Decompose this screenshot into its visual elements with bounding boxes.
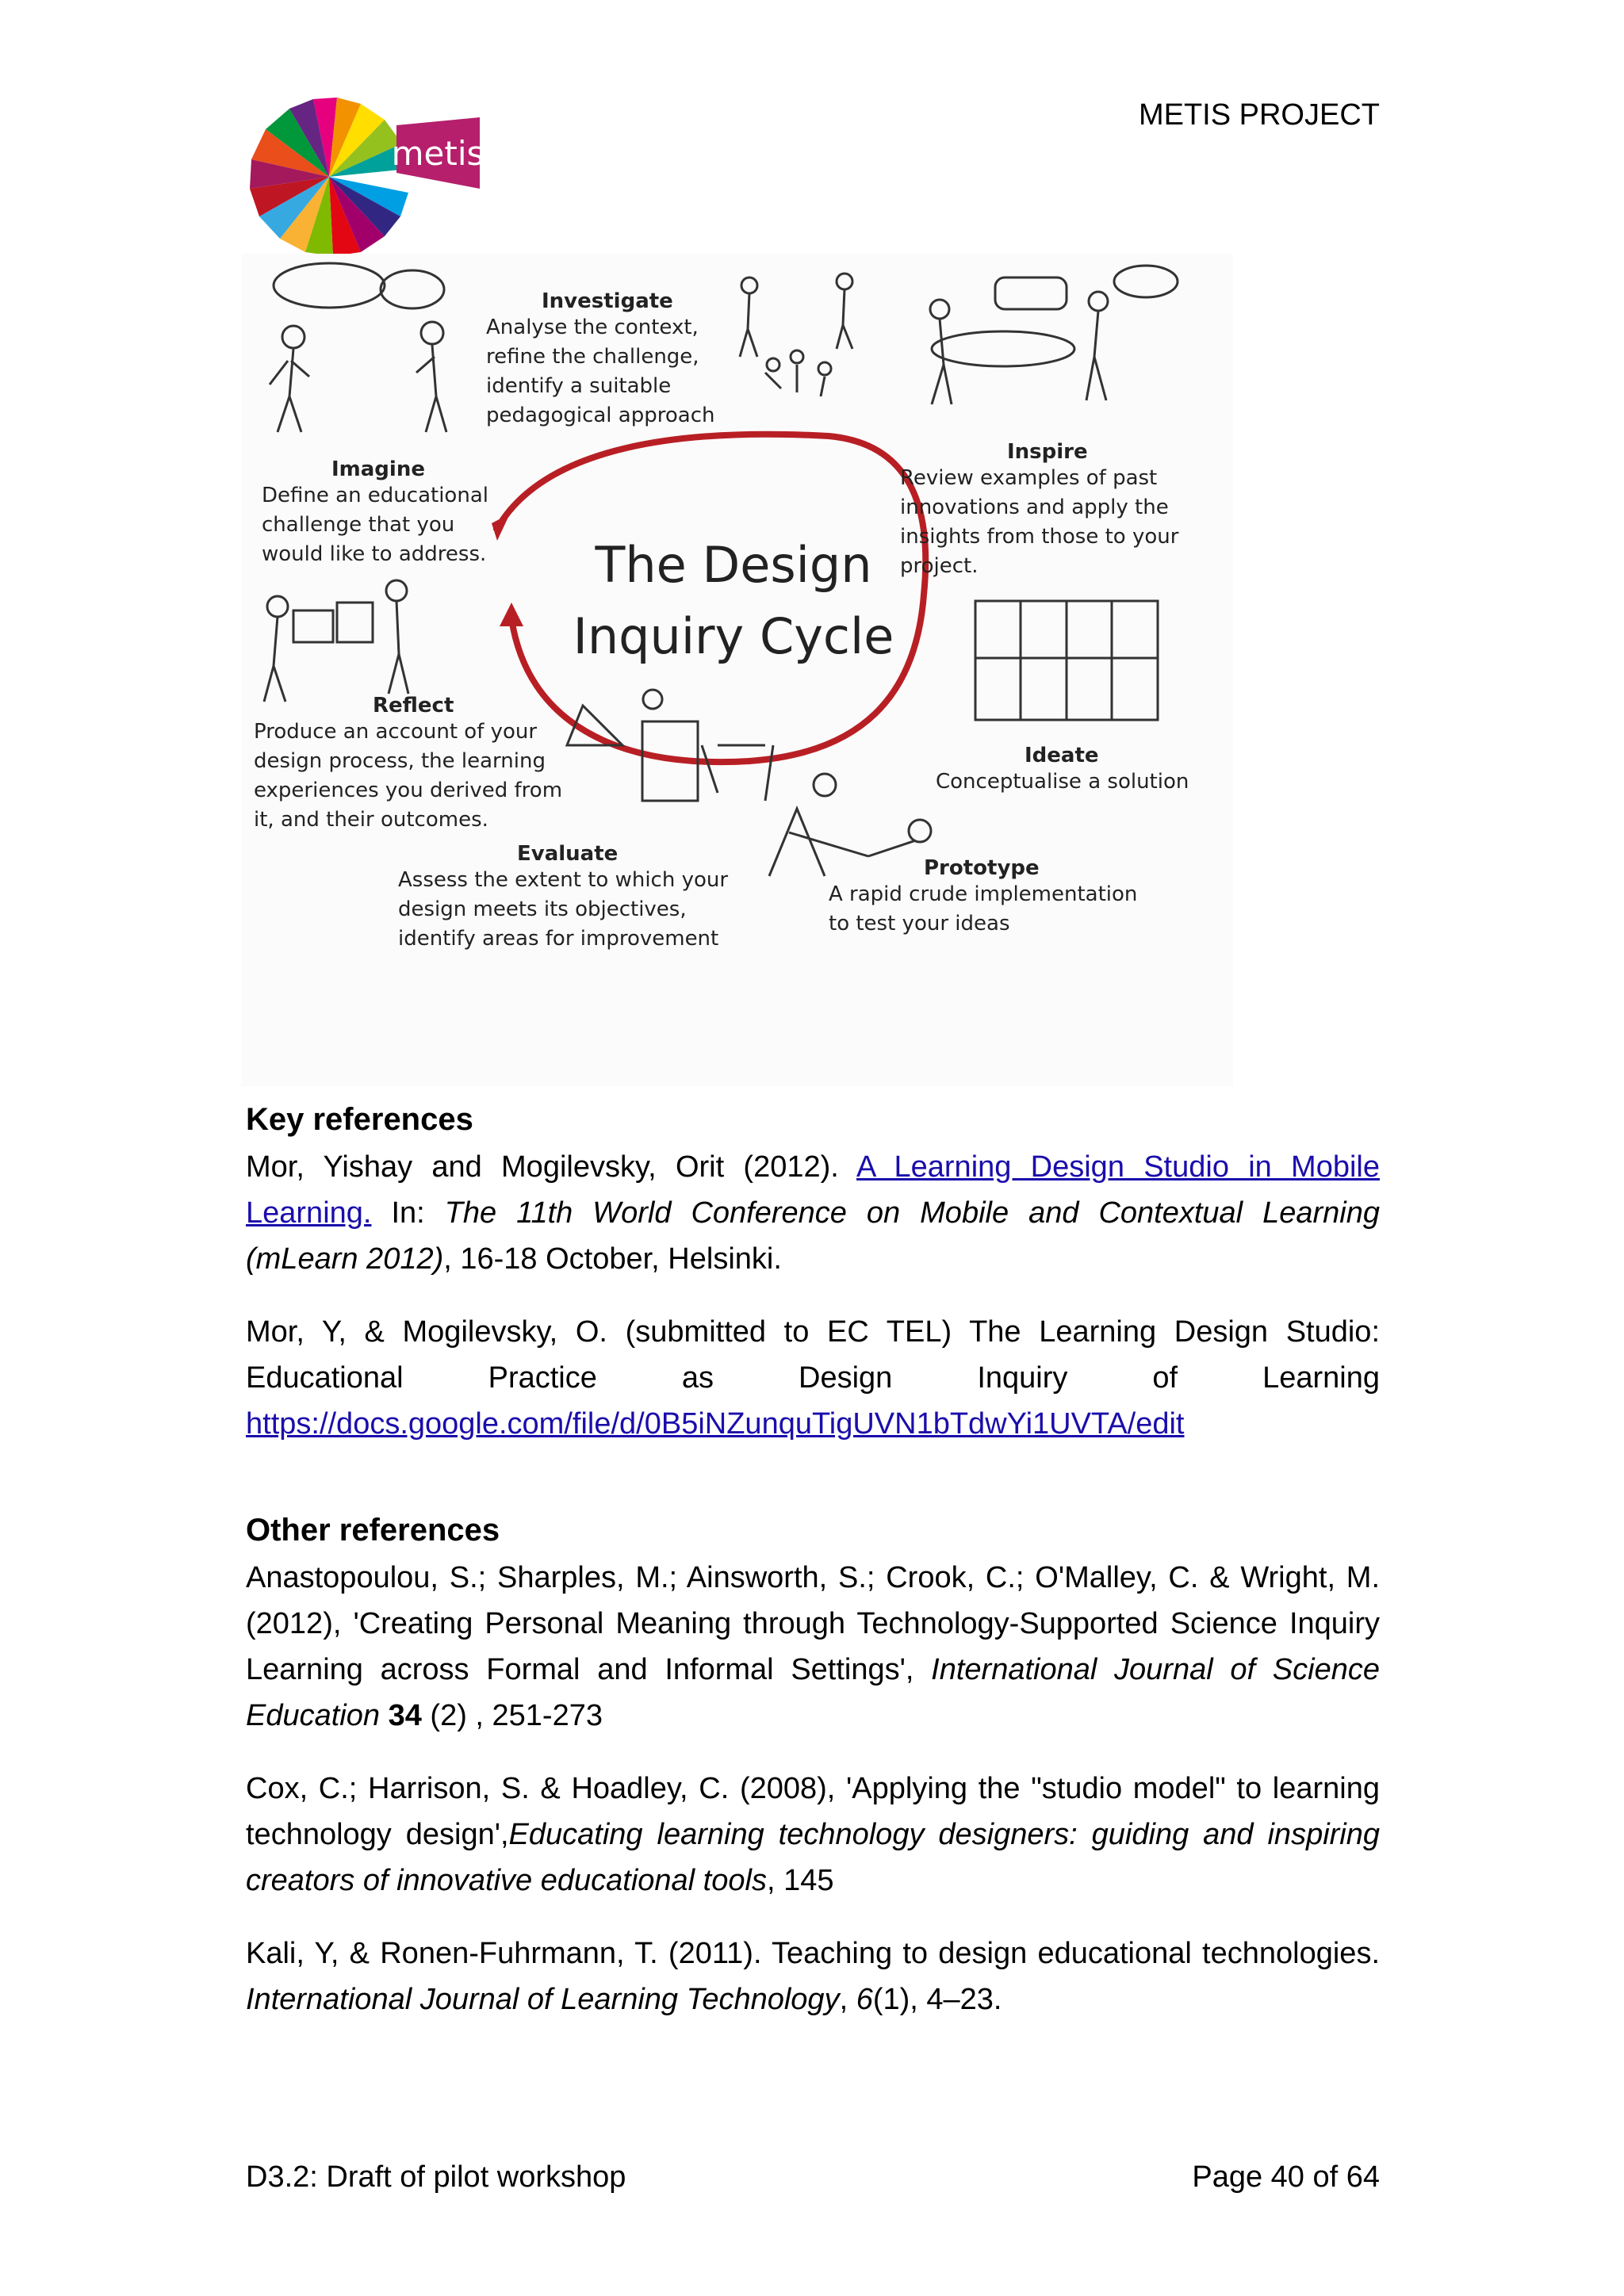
investigate-sketch [740, 274, 852, 396]
other-ref1-volume: 34 [388, 1699, 422, 1732]
other-ref2-rest: , 145 [766, 1864, 834, 1897]
stage-inspire-title: Inspire [1007, 440, 1088, 464]
cycle-title-line1: The Design [595, 536, 872, 594]
key-reference-1 [246, 1144, 1380, 1282]
page-header-project: METIS PROJECT [1138, 98, 1380, 132]
stage-investigate [486, 289, 714, 430]
key-ref1-in: In: [371, 1196, 445, 1230]
key-ref2-text: Mor, Y, & Mogilevsky, O. (submitted to EC TEL) The Learning Design Studio: Educational Practice as Design Inquiry of Learning [246, 1315, 1380, 1395]
stage-reflect [254, 694, 562, 835]
other-ref3-rest: (1), 4–23. [872, 1983, 1002, 2016]
design-inquiry-cycle-diagram [242, 254, 1233, 1086]
other-ref1-rest: (2) , 251-273 [421, 1699, 603, 1732]
stage-ideate-title: Ideate [1025, 744, 1099, 767]
logo-text: metis [391, 134, 484, 173]
stage-imagine-title: Imagine [331, 457, 425, 481]
other-ref3-sep: , [839, 1983, 856, 2016]
other-reference-1 [246, 1555, 1380, 1739]
stage-investigate-desc: Analyse the context, refine the challenge, identify a suitable pedagogical approach [486, 316, 715, 427]
other-ref2-book: Educating learning technology designers: guiding and inspiring creators of innovative educational tools [246, 1818, 1381, 1897]
stage-investigate-title: Investigate [542, 289, 673, 313]
other-ref2-text: Cox, C.; Harrison, S. & Hoadley, C. (2008), 'Applying the "studio model" to learning technology design', [246, 1772, 1380, 1851]
key-ref1-link[interactable]: A Learning Design Studio in Mobile Learning. [246, 1150, 1380, 1230]
stage-imagine [262, 457, 488, 569]
footer-document-title: D3.2: Draft of pilot workshop [246, 2160, 626, 2194]
reflect-sketch [264, 580, 408, 702]
key-references-heading: Key references [246, 1102, 473, 1137]
key-ref1-venue: The 11th World Conference on Mobile and Contextual Learning (mLearn 2012) [246, 1196, 1380, 1276]
stage-reflect-title: Reflect [373, 694, 454, 718]
other-reference-2 [246, 1766, 1380, 1904]
cycle-title [559, 530, 908, 672]
stage-prototype [829, 856, 1137, 939]
other-reference-3 [246, 1931, 1380, 2022]
imagine-sketch [270, 263, 446, 432]
stage-inspire-desc: Review examples of past innovations and apply the insights from those to your project. [900, 466, 1179, 578]
stage-prototype-title: Prototype [924, 856, 1040, 880]
key-reference-2 [246, 1309, 1380, 1447]
other-references-heading: Other references [246, 1513, 500, 1548]
stage-evaluate-desc: Assess the extent to which your design meets its objectives, identify areas for improvement [398, 868, 729, 951]
key-ref1-rest: , 16-18 October, Helsinki. [443, 1242, 782, 1276]
ideate-storyboard-sketch [975, 601, 1158, 720]
key-references-section [246, 1102, 1380, 1447]
other-ref3-journal: International Journal of Learning Technology [246, 1983, 840, 2016]
other-references-section [246, 1513, 1380, 2022]
stage-reflect-desc: Produce an account of your design process, the learning experiences you derived from it, and their outcomes. [254, 720, 563, 832]
other-ref1-journal: International Journal of Science Education [246, 1653, 1380, 1732]
metis-logo [246, 94, 484, 260]
key-ref2-url[interactable]: https://docs.google.com/file/d/0B5iNZunquTigUVN1bTdwYi1UVTA/edit [246, 1407, 1185, 1441]
evaluate-sketch [567, 690, 773, 801]
cycle-title-line2: Inquiry Cycle [573, 607, 894, 665]
stage-imagine-desc: Define an educational challenge that you would like to address. [262, 484, 488, 566]
stage-prototype-desc: A rapid crude implementation to test your ideas [829, 882, 1138, 936]
stage-ideate [936, 744, 1189, 797]
inspire-sketch [930, 266, 1178, 404]
stage-inspire [900, 440, 1178, 581]
stage-evaluate-title: Evaluate [517, 842, 619, 866]
stage-ideate-desc: Conceptualise a solution [936, 770, 1189, 794]
stage-evaluate [398, 842, 728, 954]
footer-page-number: Page 40 of 64 [1192, 2160, 1380, 2194]
other-ref3-text: Kali, Y, & Ronen-Fuhrmann, T. (2011). Teaching to design educational technologies. [246, 1937, 1380, 1970]
arrowhead-left [500, 603, 523, 626]
other-ref3-volume: 6 [856, 1983, 873, 2016]
key-ref1-authors: Mor, Yishay and Mogilevsky, Orit (2012). [246, 1150, 856, 1184]
other-ref1-text: Anastopoulou, S.; Sharples, M.; Ainsworth, S.; Crook, C.; O'Malley, C. & Wright, M. (2012), 'Creating Personal Meaning through Technology-Supported Science Inquiry Learning across Formal and Informal Settings', [246, 1561, 1380, 1686]
